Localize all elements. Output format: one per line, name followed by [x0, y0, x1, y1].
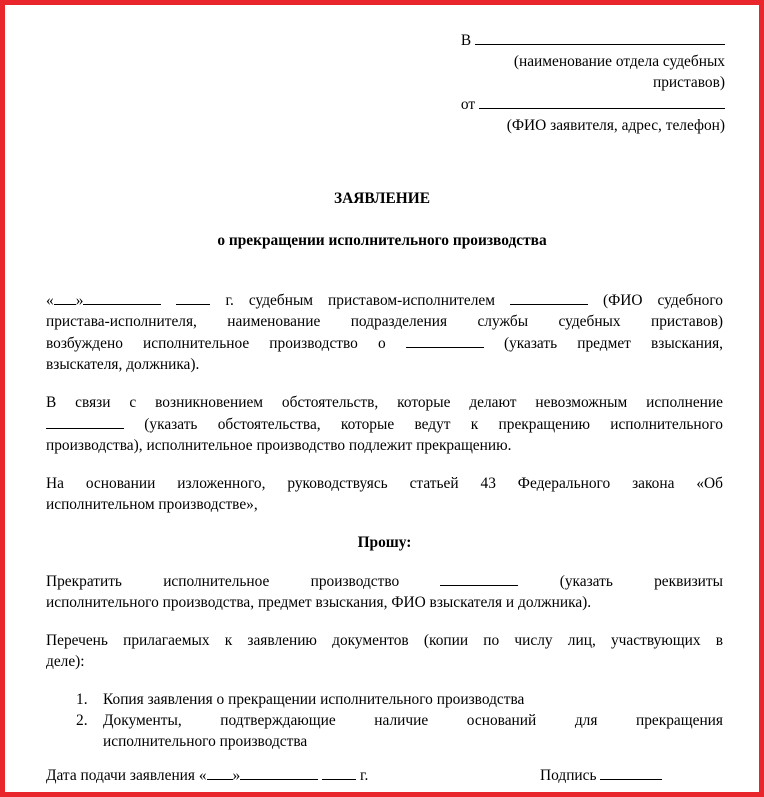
p1-line4: взыскателя, должника). [46, 356, 200, 373]
date-year-suffix: г. [359, 767, 369, 784]
p3-line2: исполнительном производстве», [46, 496, 258, 513]
from-label: от [460, 96, 476, 113]
day-blank [54, 289, 76, 305]
p1-line1-end: (ФИО судебного [603, 292, 723, 309]
date-close-quote: » [232, 767, 241, 784]
p4-line1-end: (указать реквизиты [559, 573, 723, 590]
document-subtitle: о прекращении исполнительного производства [217, 232, 547, 249]
date-day-blank [207, 764, 233, 780]
attachments-list [46, 689, 723, 752]
p1-line2: пристава-исполнителя, наименование подразделения службы судебных приставов) [46, 313, 723, 330]
p2-line2 [46, 413, 723, 435]
p1-year-suffix: г. судебным приставом-исполнителем [225, 292, 495, 309]
request-heading: Прошу: [357, 534, 412, 551]
p1-line3 [46, 332, 723, 354]
p3-line1: На основании изложенного, руководствуясь статьей 43 Федерального закона «Об [46, 475, 723, 492]
circumstances-blank [46, 413, 124, 429]
p1-line3-end: (указать предмет взыскания, [503, 335, 723, 352]
list-item-number: 2. [76, 712, 88, 729]
to-line [405, 29, 725, 51]
list-item [46, 689, 723, 710]
date-month-blank [240, 764, 318, 780]
list-item [46, 710, 723, 752]
list-item-text: Копия заявления о прекращении исполнительного производства [103, 691, 525, 708]
close-quote: » [75, 292, 84, 309]
list-item-text-continued: исполнительного производства [103, 733, 308, 750]
p1-line3-start: возбуждено исполнительное производство о [46, 335, 386, 352]
subject-blank [406, 332, 484, 348]
month-blank [83, 289, 161, 305]
list-item-number: 1. [76, 691, 88, 708]
document-title: ЗАЯВЛЕНИЕ [334, 190, 430, 207]
open-quote: « [46, 292, 54, 309]
from-hint: (ФИО заявителя, адрес, телефон) [506, 117, 725, 134]
from-line [405, 93, 725, 115]
p4-line1 [46, 570, 723, 592]
p2-line2-end: (указать обстоятельства, которые ведут к прекращению исполнительного [144, 416, 723, 433]
paragraph-initiation [46, 289, 723, 375]
to-hint-line1: (наименование отдела судебных [513, 53, 725, 70]
list-item-text: Документы, подтверждающие наличие оснований для прекращения [103, 712, 723, 729]
signature-label: Подпись [540, 767, 597, 784]
from-blank [479, 93, 725, 109]
bailiff-name-blank [510, 289, 588, 305]
addressee-block [405, 29, 725, 136]
paragraph-attachments-intro [46, 630, 723, 672]
year-blank [176, 289, 210, 305]
p5-line2: деле): [46, 653, 85, 670]
date-year-blank [322, 764, 356, 780]
signature-blank [600, 764, 662, 780]
paragraph-circumstances [46, 392, 723, 456]
p4-line2: исполнительного производства, предмет взыскания, ФИО взыскателя и должника). [46, 594, 592, 611]
document-body [46, 289, 723, 752]
to-blank [475, 29, 725, 45]
case-details-blank [440, 570, 518, 586]
p5-line1: Перечень прилагаемых к заявлению документов (копии по числу лиц, участвующих в [46, 632, 723, 649]
p1-line1 [46, 289, 723, 311]
signature-field [540, 764, 662, 786]
to-label: В [460, 32, 472, 49]
date-field [46, 764, 368, 786]
paragraph-request [46, 570, 723, 613]
to-hint-line2: приставов) [653, 74, 725, 91]
p4-line1-start: Прекратить исполнительное производство [46, 573, 400, 590]
paragraph-legal-basis [46, 473, 723, 515]
p2-line1: В связи с возникновением обстоятельств, которые делают невозможным исполнение [46, 394, 723, 411]
p2-line3: производства), исполнительное производство подлежит прекращению. [46, 437, 512, 454]
date-label: Дата подачи заявления « [46, 767, 207, 784]
